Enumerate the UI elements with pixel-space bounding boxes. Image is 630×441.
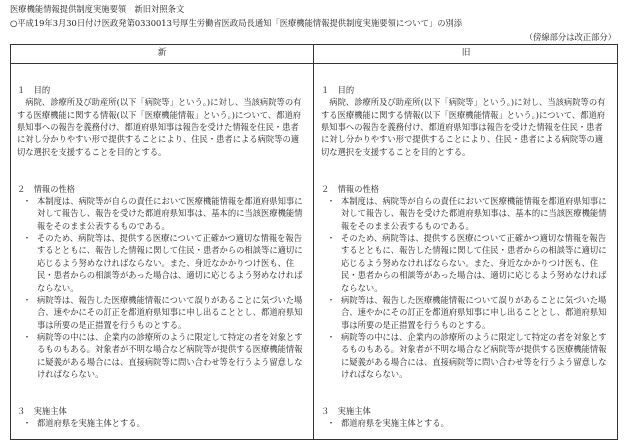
nature-item-4 <box>321 331 611 380</box>
nature-item-2 <box>17 232 307 294</box>
column-divider <box>313 45 314 439</box>
nature-item-1 <box>321 195 611 232</box>
bullet-mark: ・ <box>326 418 336 429</box>
nature-item-text: そのため、病院等は、提供する医療について正確かつ適切な情報を報告するとともに、報告した情報に関して住民・患者からの相談等に適切に応じるよう努めなければならない。また、身近なかかりつけ医も、住民・患者からの相談等があった場合は、適切に応じるよう努めなければならない。 <box>37 233 303 293</box>
organizer-item-text: 都道府県を実施主体とする。 <box>341 418 449 429</box>
nature-item-text: 本制度は、病院等が自らの責任において医療機能情報を都道府県知事に対して報告し、報告を受けた都道府県知事は、基本的に当該医療機能情報をそのまま公表するものである。 <box>341 196 607 231</box>
bullet-mark: ・ <box>22 233 32 244</box>
organizer-item-1 <box>17 417 307 429</box>
organizer-item-text: 都道府県を実施主体とする。 <box>37 418 145 429</box>
nature-item-1 <box>17 195 307 232</box>
nature-item-3 <box>321 294 611 331</box>
bullet-mark: ・ <box>22 418 32 429</box>
section-nature-title: ２ 情報の性格 <box>321 183 380 194</box>
bullet-mark: ・ <box>22 294 32 305</box>
section-organizer-title: ３ 実施主体 <box>17 405 67 416</box>
nature-item-text: そのため、病院等は、提供する医療について正確かつ適切な情報を報告するとともに、報告した情報に関して住民・患者からの相談等に適切に応じるよう努めなければならない。また、身近なかかりつけ医も、住民・患者からの相談等があった場合は、適切に応じるよう努めなければならない。 <box>341 233 607 293</box>
section-purpose-body: 病院、診療所及び助産所(以下「病院等」という。)に対し、当該病院等の有する医療機能に関する情報(以下「医療機能情報」という。)について、都道府県知事への報告を義務付け、都道府県知事は報告を受けた情報を住民・患者に対し分かりやすい形で提供することにより、住民・患者による病院等の適切な選択を支援することを目的とする。 <box>17 97 302 157</box>
nature-item-text: 病院等は、報告した医療機能情報について誤りがあることに気づいた場合、速やかにその訂正を都道府県知事に申し出ることとし、都道府県知事は所要の是正措置を行うものとする。 <box>37 294 303 330</box>
header-divider <box>11 63 617 64</box>
column-header-new: 新 <box>157 48 167 58</box>
bullet-mark: ・ <box>326 331 336 342</box>
bullet-mark: ・ <box>326 294 336 305</box>
section-organizer-title: ３ 実施主体 <box>321 405 371 416</box>
nature-item-2 <box>321 232 611 294</box>
new-column-body <box>17 84 307 430</box>
bullet-mark: ・ <box>22 196 32 207</box>
nature-item-4 <box>17 331 307 380</box>
section-purpose-title: １ 目的 <box>17 85 51 95</box>
section-purpose-title: １ 目的 <box>321 85 355 95</box>
organizer-item-1 <box>321 417 611 429</box>
nature-item-3 <box>17 294 307 331</box>
document-subtitle: ○平成19年3月30日付け医政発第0330013号厚生労働省医政局長通知「医療機能情報提供制度実施要領について」の別添 <box>10 18 463 28</box>
nature-item-text: 病院等は、報告した医療機能情報について誤りがあることに気づいた場合、速やかにその訂正を都道府県知事に申し出ることとし、都道府県知事は所要の是正措置を行うものとする。 <box>341 294 607 330</box>
document-title: 医療機能情報提供制度実施要領 新旧対照条文 <box>10 4 185 14</box>
old-column-body <box>321 84 611 430</box>
bullet-mark: ・ <box>326 196 336 207</box>
bullet-mark: ・ <box>326 233 336 244</box>
comparison-table <box>10 44 618 440</box>
revision-note: （傍線部分は改正部分） <box>524 32 616 42</box>
nature-item-text: 本制度は、病院等が自らの責任において医療機能情報を都道府県知事に対して報告し、報告を受けた都道府県知事は、基本的に当該医療機能情報をそのまま公表するものである。 <box>37 196 303 231</box>
column-header-old: 旧 <box>461 48 471 58</box>
section-purpose-body: 病院、診療所及び助産所(以下「病院等」という。)に対し、当該病院等の有する医療機能に関する情報(以下「医療機能情報」という。)について、都道府県知事への報告を義務付け、都道府県知事は報告を受けた情報を住民・患者に対し分かりやすい形で提供することにより、住民・患者による病院等の適切な選択を支援することを目的とする。 <box>321 97 606 157</box>
nature-item-text: 病院等の中には、企業内の診療所のように限定して特定の者を対象とするものもある。対象者が不明な場合など病院等が提供する医療機能情報に疑義がある場合には、直接病院等に問い合わせ等を行うよう留意しなければならない。 <box>341 331 607 379</box>
section-nature-title: ２ 情報の性格 <box>17 183 76 194</box>
nature-item-text: 病院等の中には、企業内の診療所のように限定して特定の者を対象とするものもある。対象者が不明な場合など病院等が提供する医療機能情報に疑義がある場合には、直接病院等に問い合わせ等を行うよう留意しなければならない。 <box>37 331 303 379</box>
bullet-mark: ・ <box>22 331 32 342</box>
